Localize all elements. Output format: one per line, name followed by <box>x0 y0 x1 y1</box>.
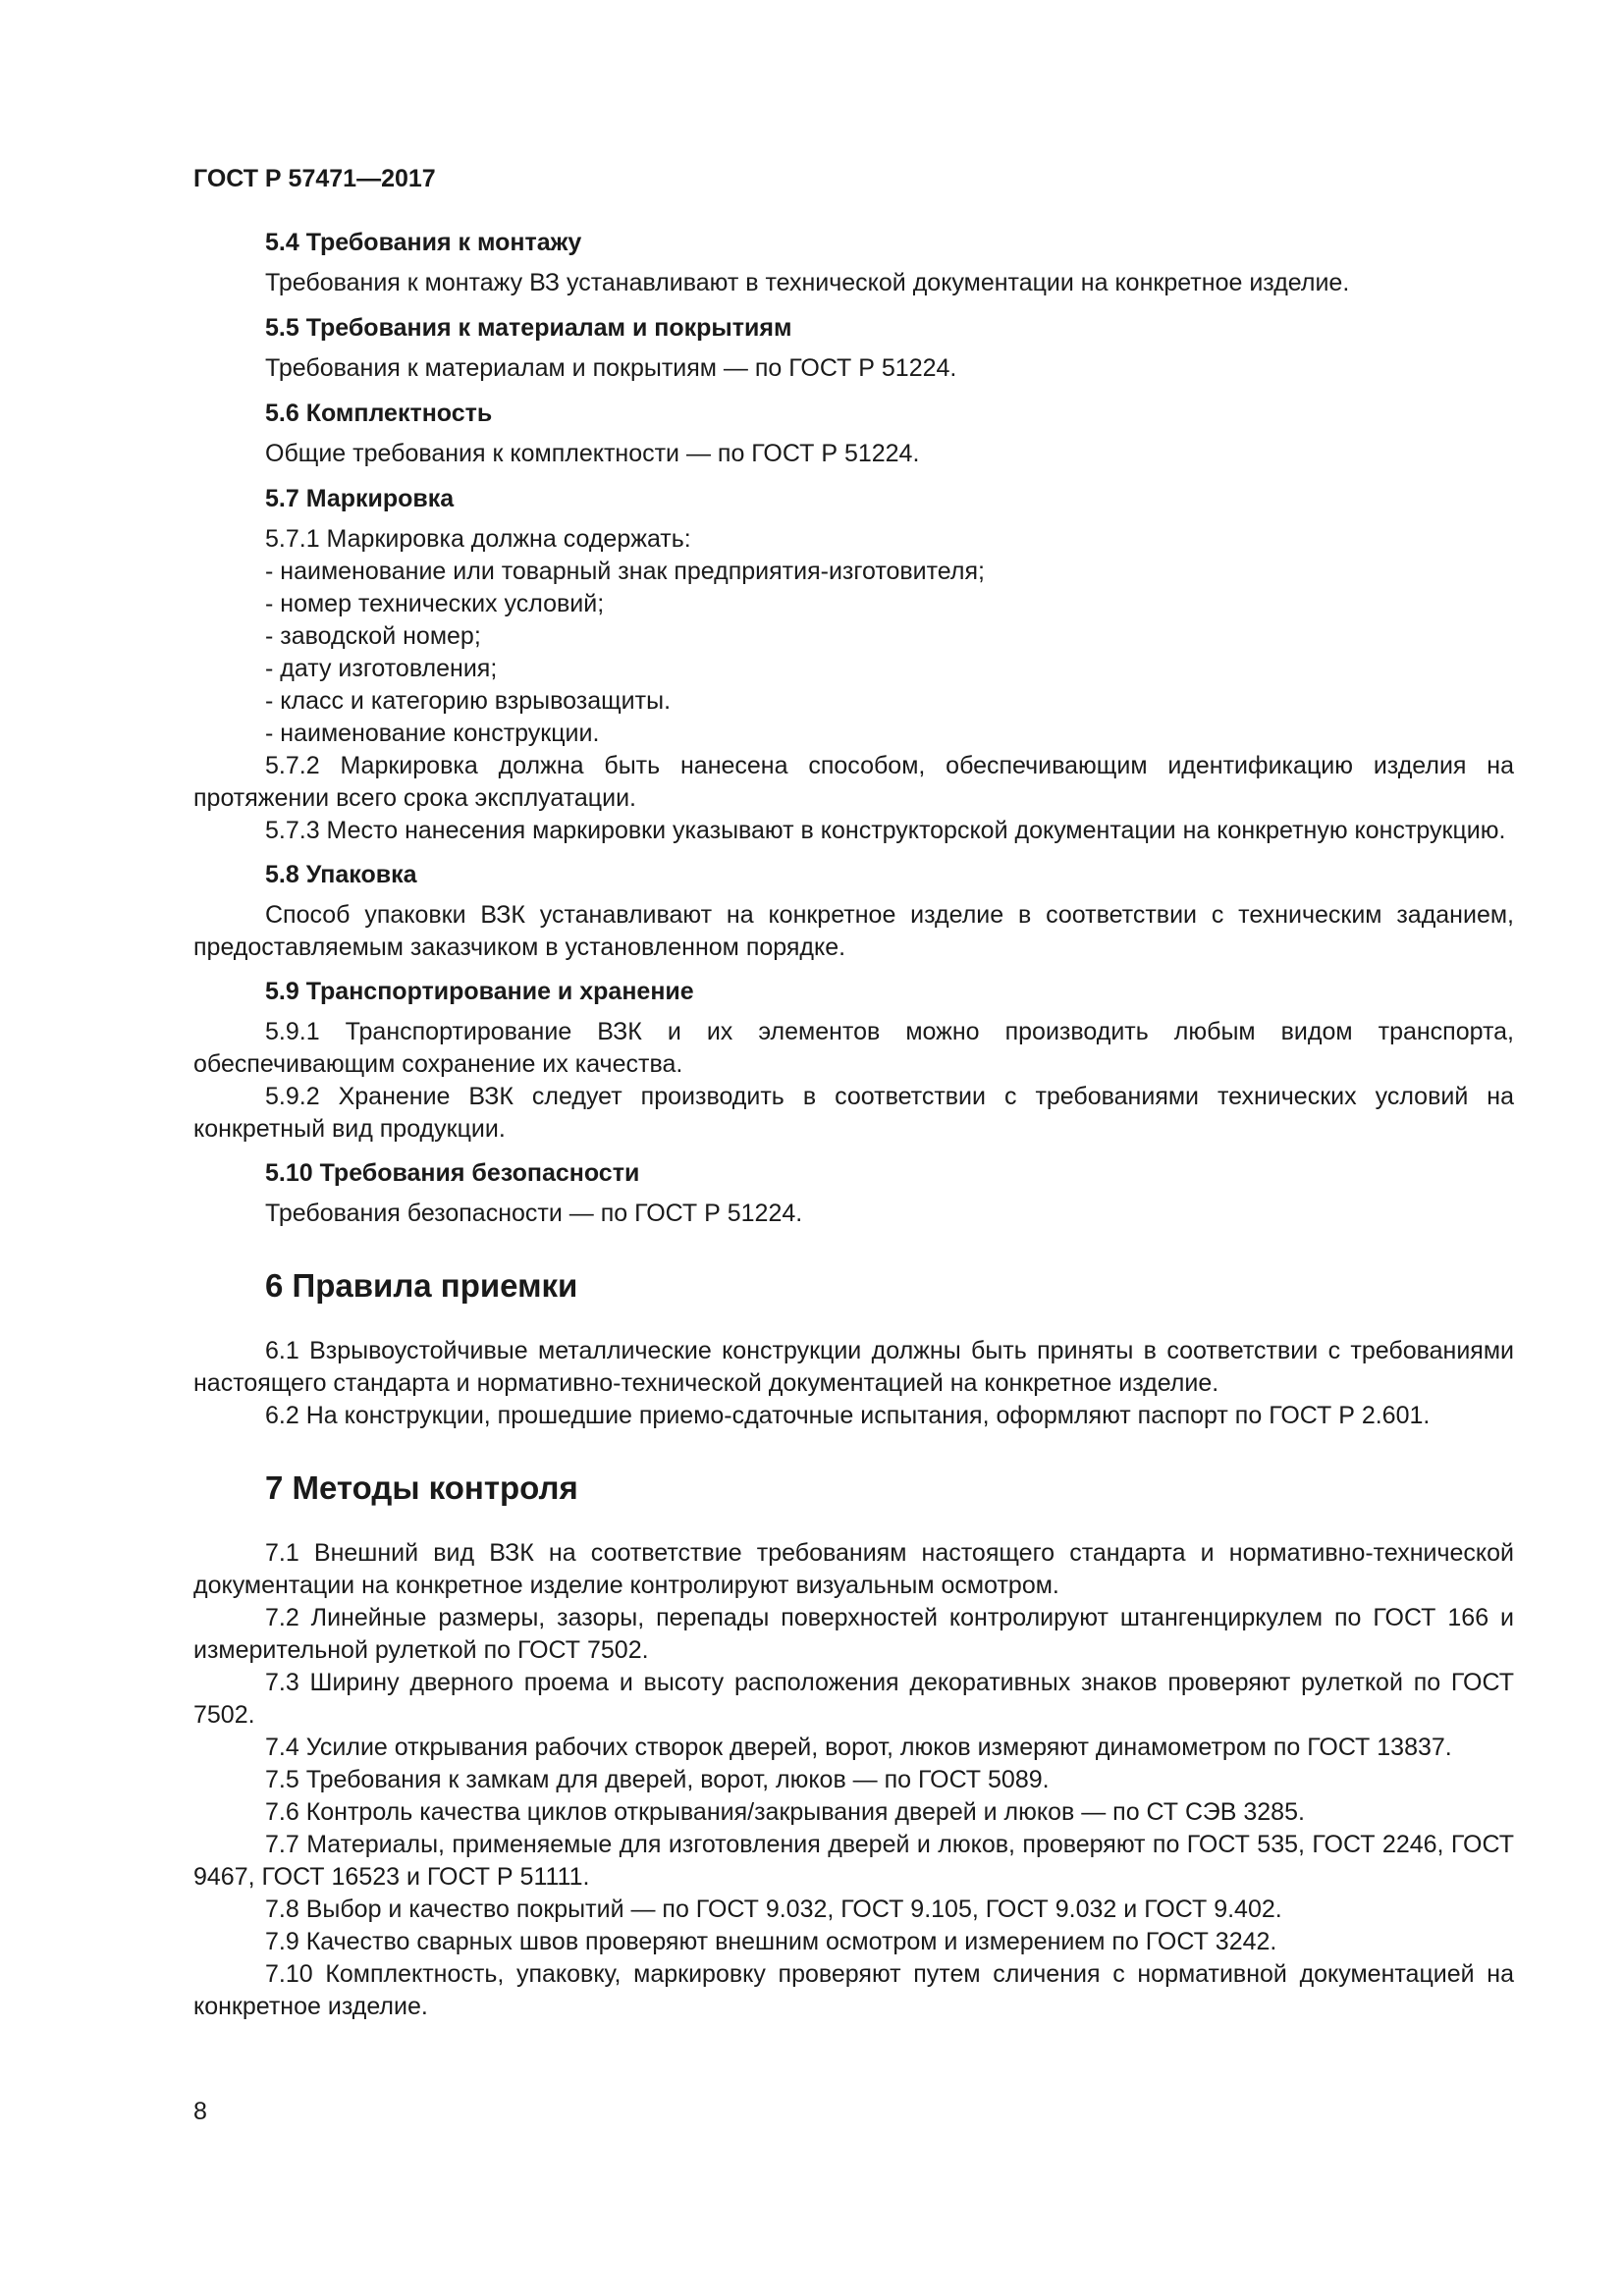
paragraph-7-5: 7.5 Требования к замкам для дверей, ворот, люков — по ГОСТ 5089. <box>265 1766 1050 1793</box>
list-item: - наименование конструкции. <box>265 720 600 747</box>
paragraph-7-1: 7.1 Внешний вид ВЗК на соответствие требованиям настоящего стандарта и нормативно-технической документации на конкретное изделие контролируют визуальным осмотром. <box>193 1539 1514 1599</box>
paragraph-7-6: 7.6 Контроль качества циклов открывания/закрывания дверей и люков — по СТ СЭВ 3285. <box>265 1798 1305 1826</box>
section-5-7-title: 5.7 Маркировка <box>265 485 455 512</box>
paragraph-5-7-2: 5.7.2 Маркировка должна быть нанесена способом, обеспечивающим идентификацию изделия на протяжении всего срока эксплуатации. <box>193 752 1514 812</box>
paragraph-6-2: 6.2 На конструкции, прошедшие приемо-сдаточные испытания, оформляют паспорт по ГОСТ Р 2.601. <box>265 1402 1431 1429</box>
paragraph-7-10: 7.10 Комплектность, упаковку, маркировку проверяют путем сличения с нормативной документацией на конкретное изделие. <box>193 1960 1514 2020</box>
section-5-4-text: Требования к монтажу ВЗ устанавливают в технической документации на конкретное изделие. <box>265 269 1350 296</box>
paragraph-6-1: 6.1 Взрывоустойчивые металлические конструкции должны быть приняты в соответствии с требованиями настоящего стандарта и нормативно-технической документацией на конкретное изделие. <box>193 1337 1514 1397</box>
section-5-5-text: Требования к материалам и покрытиям — по ГОСТ Р 51224. <box>265 354 957 382</box>
section-5-6-title: 5.6 Комплектность <box>265 400 493 427</box>
section-5-10-text: Требования безопасности — по ГОСТ Р 51224. <box>265 1200 803 1227</box>
list-item: - наименование или товарный знак предприятия-изготовителя; <box>265 558 985 585</box>
paragraph-5-7-3: 5.7.3 Место нанесения маркировки указывают в конструкторской документации на конкретную конструкцию. <box>265 817 1506 844</box>
paragraph-5-9-2: 5.9.2 Хранение ВЗК следует производить в соответствии с требованиями технических условий на конкретный вид продукции. <box>193 1083 1514 1143</box>
section-5-4-title: 5.4 Требования к монтажу <box>265 229 582 256</box>
paragraph-7-4: 7.4 Усилие открывания рабочих створок дверей, ворот, люков измеряют динамометром по ГОСТ 13837. <box>265 1734 1452 1761</box>
paragraph-7-8: 7.8 Выбор и качество покрытий — по ГОСТ 9.032, ГОСТ 9.105, ГОСТ 9.032 и ГОСТ 9.402. <box>265 1896 1282 1923</box>
document-id-header: ГОСТ Р 57471—2017 <box>193 165 436 192</box>
list-item: - номер технических условий; <box>265 590 605 617</box>
section-5-9-title: 5.9 Транспортирование и хранение <box>265 978 694 1005</box>
marking-intro: 5.7.1 Маркировка должна содержать: <box>265 525 691 553</box>
paragraph-5-8: Способ упаковки ВЗК устанавливают на конкретное изделие в соответствии с техническим заданием, предоставляемым заказчиком в установленном порядке. <box>193 901 1514 961</box>
section-6-title: 6 Правила приемки <box>265 1267 578 1304</box>
list-item: - класс и категорию взрывозащиты. <box>265 687 672 715</box>
list-item: - заводской номер; <box>265 622 481 650</box>
page-number: 8 <box>193 2098 207 2125</box>
paragraph-5-9-1: 5.9.1 Транспортирование ВЗК и их элементов можно производить любым видом транспорта, обеспечивающим сохранение их качества. <box>193 1018 1514 1078</box>
paragraph-7-7: 7.7 Материалы, применяемые для изготовления дверей и люков, проверяют по ГОСТ 535, ГОСТ 2246, ГОСТ 9467, ГОСТ 16523 и ГОСТ Р 51111. <box>193 1831 1514 1891</box>
list-item: - дату изготовления; <box>265 655 498 682</box>
paragraph-7-2: 7.2 Линейные размеры, зазоры, перепады поверхностей контролируют штангенциркулем по ГОСТ 166 и измерительной рулеткой по ГОСТ 7502. <box>193 1604 1514 1664</box>
section-7-title: 7 Методы контроля <box>265 1469 578 1506</box>
paragraph-7-3: 7.3 Ширину дверного проема и высоту расположения декоративных знаков проверяют рулеткой по ГОСТ 7502. <box>193 1669 1514 1729</box>
section-5-5-title: 5.5 Требования к материалам и покрытиям <box>265 314 792 342</box>
marking-list <box>193 523 1514 750</box>
section-5-8-title: 5.8 Упаковка <box>265 861 417 888</box>
section-5-10-title: 5.10 Требования безопасности <box>265 1159 640 1187</box>
paragraph-7-9: 7.9 Качество сварных швов проверяют внешним осмотром и измерением по ГОСТ 3242. <box>265 1928 1277 1955</box>
section-5-6-text: Общие требования к комплектности — по ГОСТ Р 51224. <box>265 440 920 467</box>
